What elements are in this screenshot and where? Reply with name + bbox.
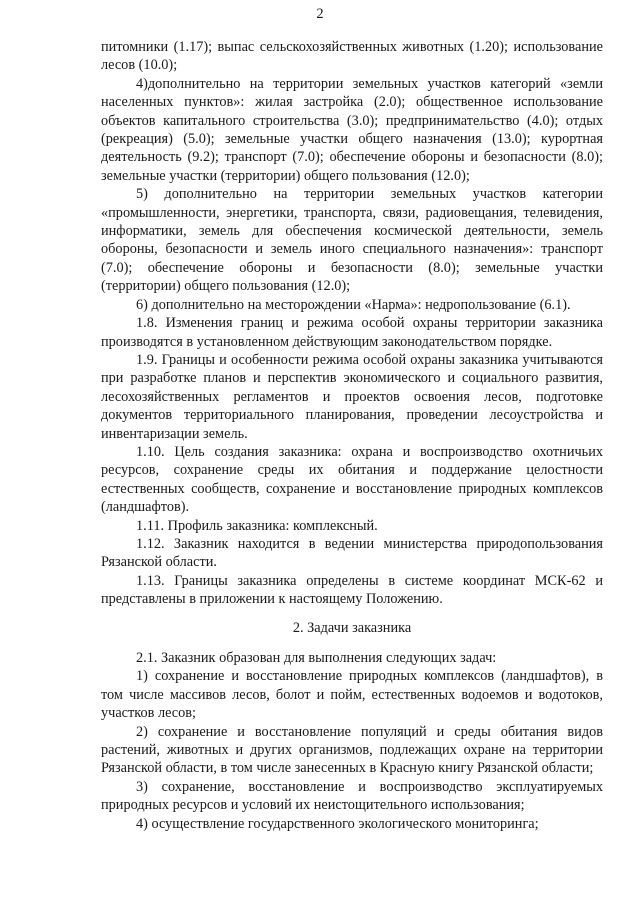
task-item-4: 4) осуществление государственного экологического мониторинга; bbox=[136, 815, 539, 832]
paragraph-2-1: 2.1. Заказник образован для выполнения следующих задач: bbox=[136, 650, 497, 666]
task-item-3: 3) сохранение, восстановление и воспроизводство эксплуатируемых природных ресурсов и условий их неистощительного использования; bbox=[101, 778, 603, 814]
task-item-2: 2) сохранение и восстановление популяций и среды обитания видов растений, животных и других организмов, подлежащих охране на территории Рязанской области, в том числе занесенных в Красную книгу Рязанской области; bbox=[101, 723, 603, 777]
paragraph-item-5: 5) дополнительно на территории земельных участков категории «промышленности, энергетики, транспорта, связи, радиовещания, телевидения, информатики, земель для обеспечения космической деятельности, земель обороны, безопасности и земель иного специального назначения»: транспорт (7.0); обеспечение обороны и безопасности (8.0); земельные участки (территории) общего пользования (12.0); bbox=[101, 186, 603, 295]
paragraph-item-4: 4)дополнительно на территории земельных участков категорий «земли населенных пунктов»: жилая застройка (2.0); общественное использование объектов капитального строительства (3.0); предпринимательство (4.0); отдых (рекреация) (5.0); земельные участки общего назначения (13.0); курортная деятельность (9.2); транспорт (7.0); обеспечение обороны и безопасности (8.0); земельные участки (территории) общего пользования (12.0); bbox=[101, 75, 603, 184]
paragraph-1-13: 1.13. Границы заказника определены в системе координат МСК-62 и представлены в приложении к настоящему Положению. bbox=[101, 572, 603, 608]
paragraph-item-6: 6) дополнительно на месторождении «Нарма»: недропользование (6.1). bbox=[136, 296, 571, 313]
page-number: 2 bbox=[316, 6, 324, 22]
paragraph-1-9: 1.9. Границы и особенности режима особой охраны заказника учитываются при разработке планов и перспектив экономического и социального развития, лесохозяйственных регламентов и проектов освоения лесов, подготовке документов территориального планирования, проведении лесоустройства и инвентаризации земель. bbox=[101, 351, 603, 442]
task-item-1: 1) сохранение и восстановление природных комплексов (ландшафтов), в том числе массивов лесов, болот и пойм, естественных водоемов и водотоков, участков лесов; bbox=[101, 668, 603, 722]
paragraph-1-8: 1.8. Изменения границ и режима особой охраны территории заказника производятся в установленном действующим законодательством порядке. bbox=[101, 315, 603, 350]
section-heading: 2. Задачи заказника bbox=[292, 619, 412, 636]
paragraph-continuation: питомники (1.17); выпас сельскохозяйственных животных (1.20); использование лесов (10.0); bbox=[101, 39, 603, 74]
paragraph-1-12: 1.12. Заказник находится в ведении министерства природопользования Рязанской области. bbox=[101, 535, 603, 571]
document-body bbox=[101, 38, 603, 833]
paragraph-1-11: 1.11. Профиль заказника: комплексный. bbox=[136, 517, 378, 534]
paragraph-1-10: 1.10. Цель создания заказника: охрана и воспроизводство охотничьих ресурсов, сохранение среды их обитания и поддержание целостности естественных сообществ, сохранение и восстановление природных комплексов (ландшафтов). bbox=[101, 443, 603, 516]
